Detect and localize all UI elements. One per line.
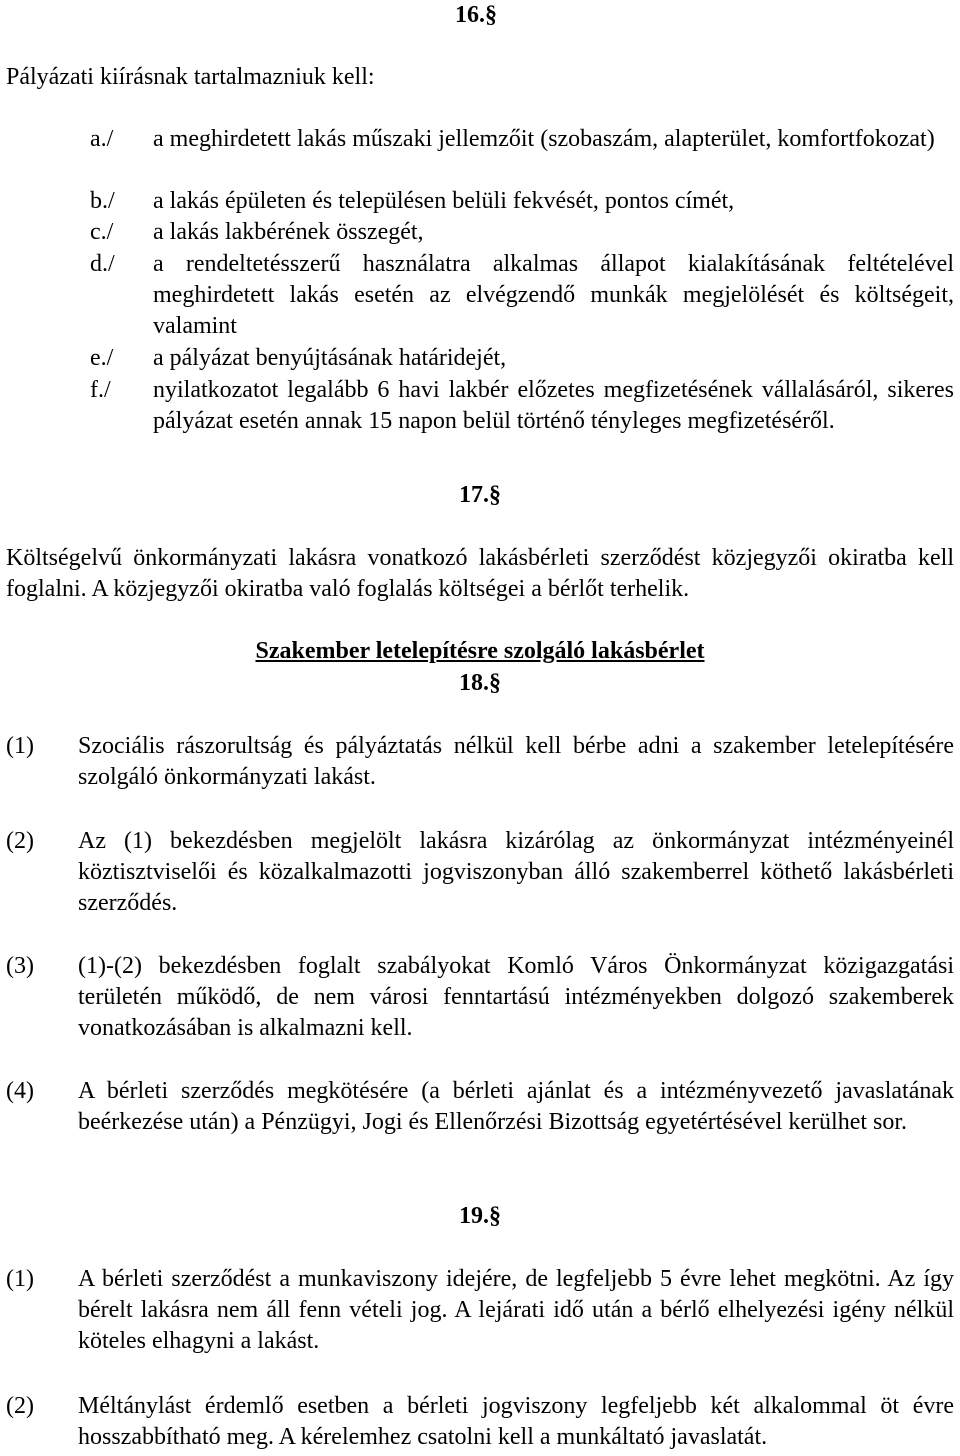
list-item-text: A bérleti szerződést a munkaviszony idejére, de legfeljebb 5 évre lehet megkötni. Az így bérelt lakásra nem áll fenn vételi jog. A lejárati idő után a bérlő elhelyezési igény nélkül köteles elhagyni a lakást. — [78, 1266, 954, 1354]
list-item-text: a pályázat benyújtásának határidejét, — [153, 345, 507, 371]
list-item-text: a lakás lakbérének összegét, — [153, 219, 424, 245]
list-item-label: b./ — [90, 188, 115, 214]
list-item-text: A bérleti szerződés megkötésére (a bérleti ajánlat és a intézményvezető javaslatának beérkezése után) a Pénzügyi, Jogi és Ellenőrzési Bizottság egyetértésével kerülhet sor. — [78, 1078, 954, 1135]
section-18-heading: 18.§ — [459, 670, 501, 696]
section-19-heading: 19.§ — [459, 1203, 501, 1229]
list-item-label: a./ — [90, 126, 114, 152]
list-item-label: (2) — [6, 1393, 34, 1419]
list-item-text: Méltánylást érdemlő esetben a bérleti jogviszony legfeljebb két alkalommal öt évre hosszabbítható meg. A kérelemhez csatolni kell a munkáltató javaslatát. — [78, 1393, 954, 1450]
section-16-heading: 16.§ — [455, 2, 497, 28]
list-item-text: a lakás épületen és településen belüli fekvését, pontos címét, — [153, 188, 735, 214]
list-item-text: a meghirdetett lakás műszaki jellemzőit (szobaszám, alapterület, komfortfokozat) — [153, 126, 935, 152]
list-item-text: Szociális rászorultság és pályáztatás nélkül kell bérbe adni a szakember letelepítésére szolgáló önkormányzati lakást. — [78, 733, 954, 790]
list-item-text: Az (1) bekezdésben megjelölt lakásra kizárólag az önkormányzat intézményeinél köztisztviselői és közalkalmazotti jogviszonyban álló szakemberrel köthető lakásbérleti szerződés. — [78, 828, 954, 916]
list-item-label: (4) — [6, 1078, 34, 1104]
list-item-text: nyilatkozatot legalább 6 havi lakbér előzetes megfizetésének vállalásáról, sikeres pályázat esetén annak 15 napon belül történő tényleges megfizetéséről. — [153, 377, 954, 434]
list-item-label: (1) — [6, 1266, 34, 1292]
section-17-text: Költségelvű önkormányzati lakásra vonatkozó lakásbérleti szerződést közjegyzői okiratba kell foglalni. A közjegyzői okiratba való foglalás költségei a bérlőt terhelik. — [6, 545, 954, 602]
section-17-heading: 17.§ — [459, 482, 501, 508]
section-subtitle: Szakember letelepítésre szolgáló lakásbérlet — [255, 638, 705, 664]
list-item-label: c./ — [90, 219, 114, 245]
list-item-label: (2) — [6, 828, 34, 854]
list-item-label: e./ — [90, 345, 114, 371]
list-item-text: a rendeltetésszerű használatra alkalmas állapot kialakításának feltételével meghirdetett lakás esetén az elvégzendő munkák megjelölését és költségeit, valamint — [153, 251, 954, 339]
list-item-label: d./ — [90, 251, 115, 277]
list-item-text: (1)-(2) bekezdésben foglalt szabályokat Komló Város Önkormányzat közigazgatási területén működő, de nem városi fenntartású intézményekben dolgozó szakemberek vonatkozásában is alkalmazni kell. — [78, 953, 954, 1041]
section-16-intro: Pályázati kiírásnak tartalmazniuk kell: — [6, 64, 375, 90]
list-item-label: (3) — [6, 953, 34, 979]
list-item-label: (1) — [6, 733, 34, 759]
list-item-label: f./ — [90, 377, 111, 403]
